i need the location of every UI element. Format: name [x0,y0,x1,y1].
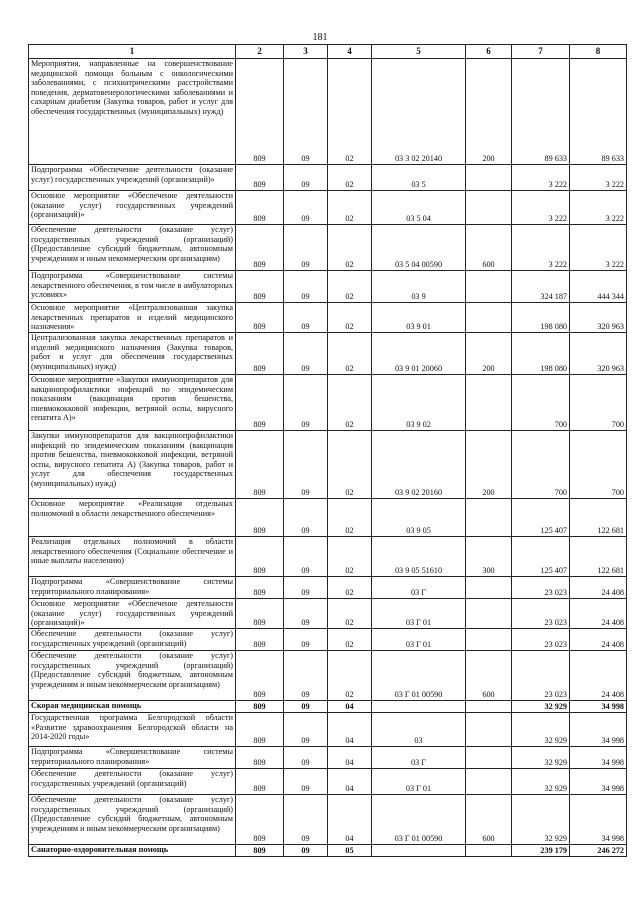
budget-table [28,44,627,857]
column-header: 5 [372,45,466,59]
column-header: 6 [466,45,512,59]
cell-section: 09 [284,375,328,431]
cell-amount-year1: 32 929 [512,795,570,845]
cell-target-article: 03 9 [372,271,466,303]
row-description: Основное мероприятие «Обеспечение деятельности (оказание услуг) государственных учреждений (организаций)» [29,599,236,629]
cell-ministry-code: 809 [236,599,284,629]
cell-amount-year2: 122 681 [570,537,627,577]
row-description: Санаторно-оздоровительная помощь [29,845,236,857]
column-header: 3 [284,45,328,59]
cell-ministry-code: 809 [236,769,284,795]
cell-amount-year1: 23 023 [512,629,570,651]
cell-expense-type [466,747,512,769]
cell-ministry-code: 809 [236,795,284,845]
cell-section: 09 [284,59,328,165]
cell-amount-year1: 125 407 [512,537,570,577]
cell-expense-type [466,271,512,303]
cell-amount-year2: 24 408 [570,599,627,629]
cell-section: 09 [284,651,328,701]
row-description: Реализация отдельных полномочий в области лекарственного обеспечения (Социальное обеспечение и иные выплаты населению) [29,537,236,577]
row-description: Скорая медицинская помощь [29,701,236,713]
row-description: Основное мероприятие «Централизованная закупка лекарственных препаратов и изделий медицинского назначения» [29,303,236,333]
cell-amount-year1: 198 080 [512,303,570,333]
cell-target-article: 03 9 05 51610 [372,537,466,577]
cell-amount-year1: 23 023 [512,599,570,629]
cell-amount-year1: 3 222 [512,225,570,271]
cell-ministry-code: 809 [236,431,284,499]
cell-section: 09 [284,499,328,537]
cell-target-article [372,701,466,713]
cell-amount-year2: 34 998 [570,747,627,769]
table-row [29,333,627,375]
cell-subsection: 02 [328,375,372,431]
cell-ministry-code: 809 [236,191,284,225]
cell-section: 09 [284,713,328,747]
cell-target-article: 03 5 04 00590 [372,225,466,271]
cell-expense-type [466,769,512,795]
cell-ministry-code: 809 [236,651,284,701]
cell-target-article: 03 Г 01 [372,629,466,651]
cell-amount-year1: 23 023 [512,651,570,701]
cell-amount-year2: 89 633 [570,59,627,165]
row-description: Обеспечение деятельности (оказание услуг) государственных учреждений (организаций) [29,629,236,651]
cell-target-article: 03 5 04 [372,191,466,225]
cell-subsection: 02 [328,651,372,701]
cell-expense-type [466,499,512,537]
cell-section: 09 [284,577,328,599]
cell-section: 09 [284,845,328,857]
cell-expense-type: 200 [466,431,512,499]
page-number: 181 [312,32,328,43]
cell-expense-type [466,845,512,857]
cell-section: 09 [284,599,328,629]
cell-ministry-code: 809 [236,333,284,375]
cell-ministry-code: 809 [236,713,284,747]
cell-amount-year2: 3 222 [570,165,627,191]
cell-target-article: 03 Г 01 00590 [372,795,466,845]
cell-target-article: 03 5 [372,165,466,191]
cell-amount-year1: 32 929 [512,713,570,747]
cell-ministry-code: 809 [236,577,284,599]
cell-target-article: 03 9 02 [372,375,466,431]
cell-amount-year2: 3 222 [570,191,627,225]
cell-amount-year1: 23 023 [512,577,570,599]
cell-amount-year2: 24 408 [570,651,627,701]
cell-subsection: 02 [328,629,372,651]
cell-target-article: 03 9 01 [372,303,466,333]
row-description: Обеспечение деятельности (оказание услуг) государственных учреждений (организаций) (Предоставление субсидий бюджетным, автономным учреждениям и иным некоммерческим организациям) [29,795,236,845]
cell-section: 09 [284,303,328,333]
cell-ministry-code: 809 [236,303,284,333]
row-description: Мероприятия, направленные на совершенствование медицинской помощи больным с онкологическими заболеваниями, с психиатрическими расстройствами поведения, дерматовенерологическими заболеваниями и сахарным диабетом (Закупка товаров, работ и услуг для обеспечения государственных (муниципальных) нужд) [29,59,236,165]
cell-subsection: 05 [328,845,372,857]
table-row [29,747,627,769]
cell-section: 09 [284,225,328,271]
cell-amount-year2: 320 963 [570,303,627,333]
cell-amount-year1: 32 929 [512,747,570,769]
table-row [29,191,627,225]
column-header: 8 [570,45,627,59]
cell-expense-type [466,165,512,191]
cell-subsection: 02 [328,333,372,375]
cell-subsection: 02 [328,303,372,333]
cell-amount-year2: 3 222 [570,225,627,271]
table-row [29,701,627,713]
table-row [29,165,627,191]
cell-section: 09 [284,701,328,713]
cell-target-article: 03 Г 01 00590 [372,651,466,701]
table-row [29,769,627,795]
cell-expense-type: 600 [466,225,512,271]
row-description: Обеспечение деятельности (оказание услуг) государственных учреждений (организаций) (Предоставление субсидий бюджетным, автономным учреждениям и иным некоммерческим организациям) [29,225,236,271]
cell-ministry-code: 809 [236,375,284,431]
cell-expense-type [466,701,512,713]
cell-target-article: 03 3 02 20140 [372,59,466,165]
cell-target-article: 03 [372,713,466,747]
column-header: 2 [236,45,284,59]
cell-subsection: 02 [328,191,372,225]
table-row [29,225,627,271]
cell-ministry-code: 809 [236,537,284,577]
cell-amount-year2: 246 272 [570,845,627,857]
cell-expense-type [466,577,512,599]
row-description: Централизованная закупка лекарственных препаратов и изделий медицинского назначения (Закупка товаров, работ и услуг для обеспечения государственных (муниципальных) нужд) [29,333,236,375]
cell-subsection: 02 [328,599,372,629]
cell-subsection: 02 [328,499,372,537]
row-description: Подпрограмма «Совершенствование системы территориального планирования» [29,577,236,599]
cell-expense-type: 600 [466,651,512,701]
cell-target-article [372,845,466,857]
cell-amount-year2: 444 344 [570,271,627,303]
row-description: Подпрограмма «Совершенствование системы лекарственного обеспечения, в том числе в амбулаторных условиях» [29,271,236,303]
cell-expense-type [466,375,512,431]
cell-expense-type: 600 [466,795,512,845]
table-row [29,795,627,845]
cell-subsection: 02 [328,577,372,599]
cell-amount-year2: 34 998 [570,769,627,795]
cell-subsection: 04 [328,713,372,747]
table-row [29,629,627,651]
cell-ministry-code: 809 [236,271,284,303]
cell-target-article: 03 9 05 [372,499,466,537]
cell-expense-type [466,303,512,333]
table-row [29,271,627,303]
table-row [29,713,627,747]
column-header: 4 [328,45,372,59]
cell-amount-year1: 700 [512,375,570,431]
cell-section: 09 [284,747,328,769]
row-description: Основное мероприятие «Закупки иммунопрепаратов для вакцинопрофилактики инфекций по эпидемическим показаниям (вакцинация против бешенства, пневмококковой инфекции, ветряной оспы, вирусного гепатита А)» [29,375,236,431]
table-row [29,651,627,701]
cell-ministry-code: 809 [236,701,284,713]
row-description: Подпрограмма «Совершенствование системы территориального планирования» [29,747,236,769]
table-row [29,431,627,499]
cell-ministry-code: 809 [236,225,284,271]
cell-subsection: 04 [328,769,372,795]
cell-amount-year2: 122 681 [570,499,627,537]
cell-ministry-code: 809 [236,845,284,857]
cell-target-article: 03 9 01 20060 [372,333,466,375]
cell-section: 09 [284,537,328,577]
cell-amount-year1: 3 222 [512,191,570,225]
cell-subsection: 02 [328,59,372,165]
cell-amount-year1: 239 179 [512,845,570,857]
row-description: Закупки иммунопрепаратов для вакцинопрофилактики инфекций по эпидемическим показаниям (вакцинация против бешенства, пневмококковой инфекции, ветряной оспы, вирусного гепатита А) (Закупка товаров, работ и услуг для обеспечения государственных (муниципальных) нужд) [29,431,236,499]
cell-amount-year1: 3 222 [512,165,570,191]
column-header: 7 [512,45,570,59]
cell-amount-year1: 125 407 [512,499,570,537]
cell-target-article: 03 Г 01 [372,769,466,795]
cell-subsection: 04 [328,795,372,845]
cell-target-article: 03 9 02 20160 [372,431,466,499]
row-description: Подпрограмма «Обеспечение деятельности (оказание услуг) государственных учреждений (организаций)» [29,165,236,191]
column-header: 1 [29,45,236,59]
table-row [29,59,627,165]
cell-expense-type [466,629,512,651]
row-description: Обеспечение деятельности (оказание услуг) государственных учреждений (организаций) [29,769,236,795]
cell-subsection: 04 [328,747,372,769]
row-description: Основное мероприятие «Обеспечение деятельности (оказание услуг) государственных учреждений (организаций)» [29,191,236,225]
cell-amount-year2: 320 963 [570,333,627,375]
cell-subsection: 02 [328,165,372,191]
cell-amount-year1: 324 187 [512,271,570,303]
table-row [29,599,627,629]
table-row [29,577,627,599]
cell-amount-year2: 24 408 [570,629,627,651]
cell-expense-type: 200 [466,333,512,375]
cell-subsection: 02 [328,271,372,303]
cell-ministry-code: 809 [236,629,284,651]
cell-amount-year1: 198 080 [512,333,570,375]
cell-amount-year2: 34 998 [570,795,627,845]
table-row [29,303,627,333]
cell-expense-type: 200 [466,59,512,165]
table-row [29,375,627,431]
cell-amount-year1: 32 929 [512,701,570,713]
cell-amount-year1: 32 929 [512,769,570,795]
cell-section: 09 [284,629,328,651]
cell-subsection: 02 [328,537,372,577]
row-description: Обеспечение деятельности (оказание услуг) государственных учреждений (организаций) (Предоставление субсидий бюджетным, автономным учреждениям и иным некоммерческим организациям) [29,651,236,701]
cell-expense-type [466,191,512,225]
cell-subsection: 02 [328,431,372,499]
cell-amount-year2: 700 [570,375,627,431]
cell-ministry-code: 809 [236,165,284,191]
row-description: Основное мероприятие «Реализация отдельных полномочий в области лекарственного обеспечения» [29,499,236,537]
cell-section: 09 [284,333,328,375]
cell-section: 09 [284,769,328,795]
table-row [29,537,627,577]
cell-ministry-code: 809 [236,499,284,537]
cell-amount-year1: 89 633 [512,59,570,165]
cell-target-article: 03 Г [372,747,466,769]
cell-subsection: 04 [328,701,372,713]
cell-amount-year2: 34 998 [570,701,627,713]
cell-ministry-code: 809 [236,747,284,769]
cell-subsection: 02 [328,225,372,271]
cell-amount-year2: 34 998 [570,713,627,747]
cell-amount-year2: 700 [570,431,627,499]
cell-section: 09 [284,795,328,845]
table-row [29,845,627,857]
cell-expense-type [466,713,512,747]
cell-section: 09 [284,191,328,225]
header-row [29,45,627,59]
cell-amount-year2: 24 408 [570,577,627,599]
table-row [29,499,627,537]
cell-ministry-code: 809 [236,59,284,165]
cell-section: 09 [284,431,328,499]
row-description: Государственная программа Белгородской области «Развитие здравоохранения Белгородской области на 2014-2020 годы» [29,713,236,747]
cell-amount-year1: 700 [512,431,570,499]
cell-target-article: 03 Г [372,577,466,599]
cell-section: 09 [284,271,328,303]
cell-expense-type: 300 [466,537,512,577]
cell-section: 09 [284,165,328,191]
cell-expense-type [466,599,512,629]
cell-target-article: 03 Г 01 [372,599,466,629]
